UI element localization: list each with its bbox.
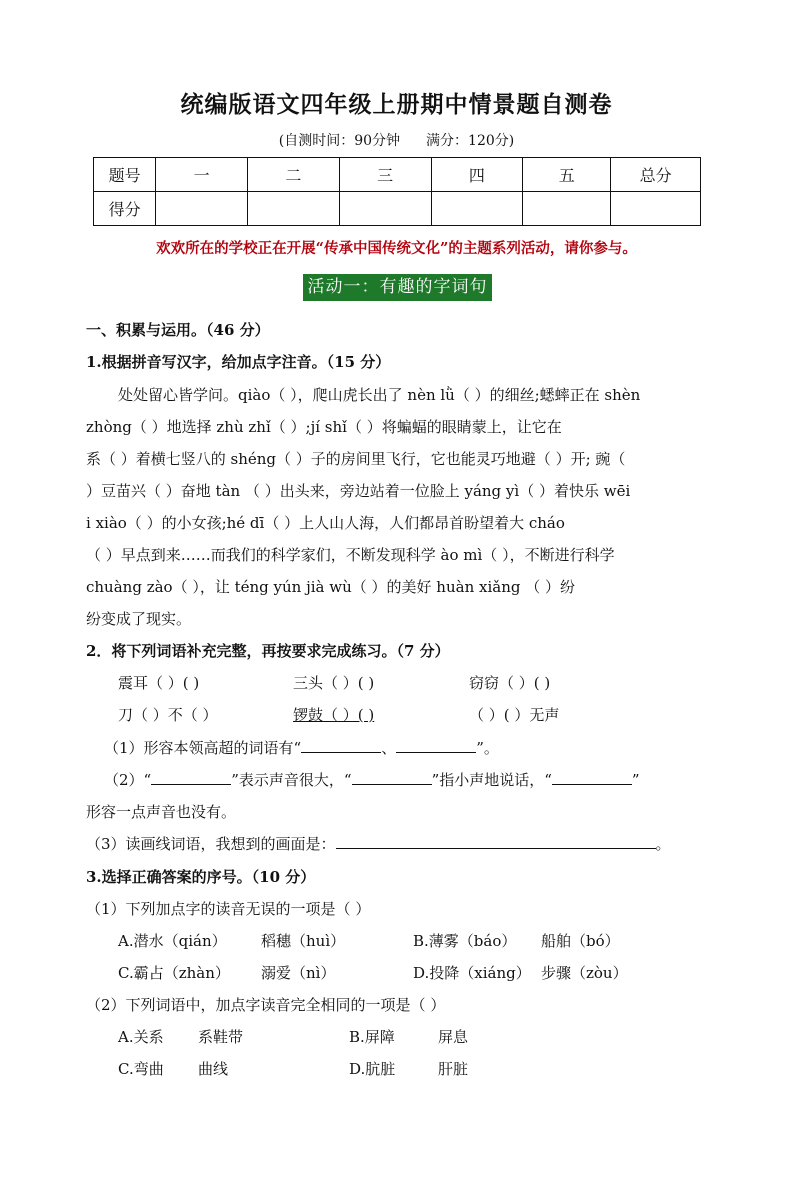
score-cell: 得分 bbox=[94, 192, 156, 226]
question-2-sub-2-cont: 形容一点声音也没有。 bbox=[86, 803, 237, 821]
question-3-title: 3.选择正确答案的序号。（10 分） bbox=[86, 868, 316, 886]
question-1-line: ）豆苗兴（ ）奋地 tàn （ ）出头来，旁边站着一位脸上 yáng yì（ ）着快乐 wēi bbox=[86, 482, 631, 500]
word-item-underlined: 锣鼓（ ）( ) bbox=[293, 706, 375, 724]
question-1-line: chuàng zào（ ），让 téng yún jià wù（ ）的美好 huàn xiǎng （ ）纷 bbox=[86, 578, 575, 596]
choice-option: 稻穗（huì） bbox=[261, 932, 346, 950]
score-input-cell[interactable] bbox=[523, 192, 611, 226]
page-title: 统编版语文四年级上册期中情景题自测卷 bbox=[180, 91, 613, 118]
exam-info bbox=[0, 130, 793, 150]
choice-option: 屏息 bbox=[438, 1028, 469, 1046]
score-cell: 五 bbox=[523, 158, 611, 192]
answer-blank[interactable] bbox=[151, 770, 231, 785]
choice-option: B.薄雾（báo） bbox=[413, 932, 517, 950]
activity-notice: 欢欢所在的学校正在开展“传承中国传统文化”的主题系列活动，请你参与。 bbox=[156, 240, 637, 257]
section-heading: 一、积累与运用。（46 分） bbox=[86, 321, 270, 339]
question-1-line: （ ）早点到来……而我们的科学家们，不断发现科学 ào mì（ ），不断进行科学 bbox=[86, 546, 615, 564]
activity-banner: 活动一：有趣的字词句 bbox=[303, 274, 492, 301]
score-cell: 总分 bbox=[611, 158, 701, 192]
score-cell: 四 bbox=[431, 158, 523, 192]
question-1-line: zhòng（ ）地选择 zhù zhǐ（ ）;jí shǐ（ ）将蝙蝠的眼睛蒙上，让它在 bbox=[86, 418, 562, 436]
choice-option: B.屏障 bbox=[349, 1028, 395, 1046]
choice-option: 船舶（bó） bbox=[541, 932, 620, 950]
score-input-cell[interactable] bbox=[339, 192, 431, 226]
choice-option: 溺爱（nì） bbox=[261, 964, 336, 982]
score-cell: 题号 bbox=[94, 158, 156, 192]
score-input-cell[interactable] bbox=[431, 192, 523, 226]
choice-option: D.肮脏 bbox=[349, 1060, 396, 1078]
choice-option: 系鞋带 bbox=[198, 1028, 244, 1046]
choice-option: C.霸占（zhàn） bbox=[118, 964, 230, 982]
score-cell: 二 bbox=[248, 158, 340, 192]
choice-option: D.投降（xiáng） bbox=[413, 964, 531, 982]
answer-blank[interactable] bbox=[396, 738, 476, 753]
choice-option: A.潜水（qián） bbox=[118, 932, 227, 950]
answer-blank[interactable] bbox=[301, 738, 381, 753]
choice-option: C.弯曲 bbox=[118, 1060, 164, 1078]
question-1-line: i xiào（ ）的小女孩;hé dī（ ）上人山人海，人们都昂首盼望着大 cháo bbox=[86, 514, 565, 532]
question-1-title: 1.根据拼音写汉字，给加点字注音。（15 分） bbox=[86, 353, 391, 371]
score-table-score-row bbox=[94, 192, 701, 226]
answer-blank[interactable] bbox=[352, 770, 432, 785]
word-item: 窃窃（ ）( ) bbox=[469, 674, 551, 692]
score-cell: 三 bbox=[339, 158, 431, 192]
answer-blank[interactable] bbox=[336, 834, 656, 849]
score-table bbox=[93, 157, 701, 226]
question-2-sub-3: （3）读画线词语，我想到的画面是： 。 bbox=[86, 835, 671, 853]
question-2-sub-1: （1）形容本领高超的词语有“ 、 ”。 bbox=[104, 739, 499, 757]
question-2-title: 2．将下列词语补充完整，再按要求完成练习。（7 分） bbox=[86, 642, 450, 660]
question-1-line: 纷变成了现实。 bbox=[86, 610, 192, 628]
question-2-sub-2: （2）“ ”表示声音很大，“ ”指小声地说话，“ ” bbox=[104, 771, 640, 789]
choice-option: 肝脏 bbox=[438, 1060, 469, 1078]
question-3-sub-2: （2）下列词语中，加点字读音完全相同的一项是（ ） bbox=[86, 996, 446, 1014]
question-1-line: 系（ ）着横七竖八的 shéng（ ）子的房间里飞行，它也能灵巧地避（ ）开; 豌（ bbox=[86, 450, 626, 468]
word-item: （ ）( ）无声 bbox=[469, 706, 560, 724]
score-cell: 一 bbox=[156, 158, 248, 192]
score-table-header-row bbox=[94, 158, 701, 192]
word-item: 震耳（ ）( ) bbox=[118, 674, 200, 692]
question-3-sub-1: （1）下列加点字的读音无误的一项是（ ） bbox=[86, 900, 371, 918]
score-input-cell[interactable] bbox=[611, 192, 701, 226]
answer-blank[interactable] bbox=[552, 770, 632, 785]
score-input-cell[interactable] bbox=[248, 192, 340, 226]
word-item: 三头（ ）( ) bbox=[293, 674, 375, 692]
exam-time: (自测时间：90分钟 bbox=[278, 133, 401, 149]
exam-full-score: 满分：120分) bbox=[426, 133, 515, 149]
question-1-line: 处处留心皆学问。qiào（ ），爬山虎长出了 nèn lǜ（ ）的细丝;蟋蟀正在 shèn bbox=[118, 386, 641, 404]
choice-option: A.关系 bbox=[118, 1028, 164, 1046]
choice-option: 步骤（zòu） bbox=[541, 964, 628, 982]
score-input-cell[interactable] bbox=[156, 192, 248, 226]
word-item: 刀（ ）不（ ） bbox=[118, 706, 218, 724]
choice-option: 曲线 bbox=[198, 1060, 229, 1078]
